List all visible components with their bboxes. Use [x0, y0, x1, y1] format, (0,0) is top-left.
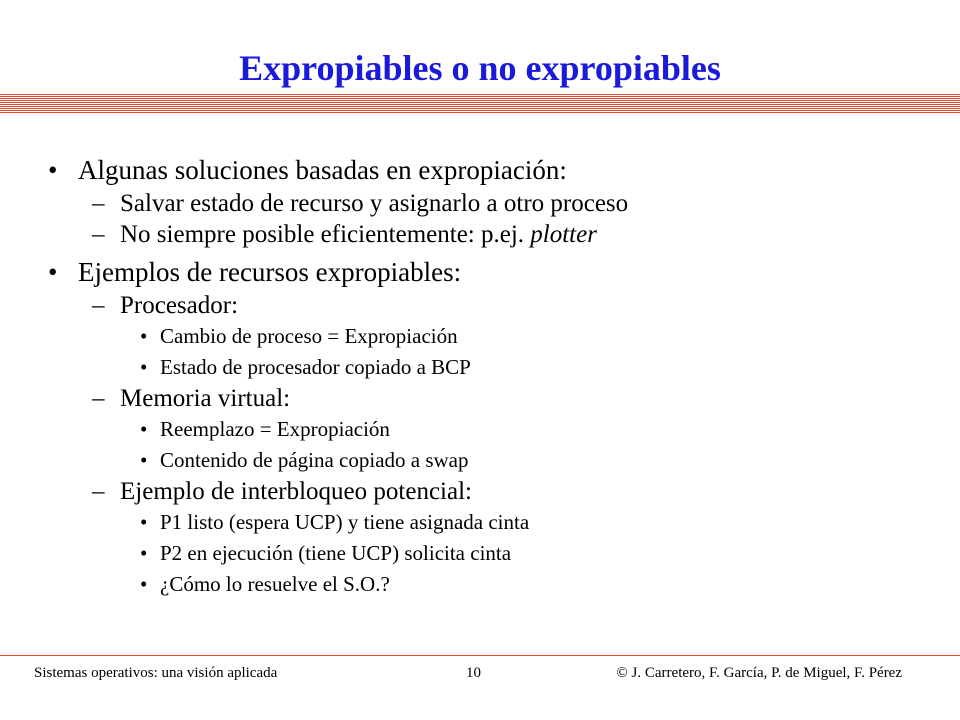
- sub-sub-item: [48, 538, 928, 569]
- sub-item: [48, 290, 928, 321]
- bullet-item: [48, 152, 928, 188]
- bullet-text: Ejemplos de recursos expropiables:: [78, 257, 462, 287]
- slide-title: Expropiables o no expropiables: [239, 48, 721, 88]
- sub-item-text: No siempre posible eficientemente: p.ej.: [120, 221, 531, 248]
- sub-sub-item-text: P1 listo (espera UCP) y tiene asignada cinta: [160, 510, 530, 534]
- bullet-icon: •: [48, 257, 58, 287]
- dot-icon: •: [140, 448, 148, 472]
- sub-sub-item-text: Cambio de proceso = Expropiación: [160, 324, 458, 348]
- dot-icon: •: [140, 572, 148, 596]
- bullet-text: Algunas soluciones basadas en expropiación:: [78, 155, 567, 185]
- sub-item-text: Procesador:: [120, 292, 239, 319]
- sub-sub-item-text: Estado de procesador copiado a BCP: [160, 355, 471, 379]
- sub-item: [48, 476, 928, 507]
- footer-book-title: Sistemas operativos: una visión aplicada: [34, 665, 278, 681]
- sub-sub-item: [48, 414, 928, 445]
- sub-sub-item-text: ¿Cómo lo resuelve el S.O.?: [160, 572, 390, 596]
- title-rule: [0, 94, 960, 116]
- sub-sub-item: [48, 321, 928, 352]
- bullet-item: [48, 254, 928, 290]
- sub-item: [48, 383, 928, 414]
- sub-sub-item: [48, 352, 928, 383]
- sub-item-italic-text: plotter: [530, 221, 597, 248]
- dot-icon: •: [140, 510, 148, 534]
- sub-item: [48, 219, 928, 250]
- dash-icon: –: [92, 478, 105, 505]
- dot-icon: •: [140, 541, 148, 565]
- sub-sub-item-text: P2 en ejecución (tiene UCP) solicita cinta: [160, 541, 512, 565]
- sub-sub-item-text: Contenido de página copiado a swap: [160, 448, 469, 472]
- bullet-icon: •: [48, 155, 58, 185]
- sub-sub-item: [48, 445, 928, 476]
- sub-item-text: Salvar estado de recurso y asignarlo a otro proceso: [120, 190, 629, 217]
- slide-content: [48, 152, 928, 600]
- dash-icon: –: [92, 292, 105, 319]
- sub-item: [48, 188, 928, 219]
- sub-item-text: Memoria virtual:: [120, 385, 291, 412]
- sub-item-text: Ejemplo de interbloqueo potencial:: [120, 478, 472, 505]
- page-number: 10: [466, 665, 481, 681]
- sub-sub-item: [48, 569, 928, 600]
- dash-icon: –: [92, 190, 105, 217]
- dot-icon: •: [140, 417, 148, 441]
- footer-rule: [0, 655, 960, 656]
- dash-icon: –: [92, 221, 105, 248]
- dot-icon: •: [140, 324, 148, 348]
- dash-icon: –: [92, 385, 105, 412]
- sub-sub-item-text: Reemplazo = Expropiación: [160, 417, 390, 441]
- footer-authors: © J. Carretero, F. García, P. de Miguel, F. Pérez: [616, 665, 902, 681]
- sub-sub-item: [48, 507, 928, 538]
- dot-icon: •: [140, 355, 148, 379]
